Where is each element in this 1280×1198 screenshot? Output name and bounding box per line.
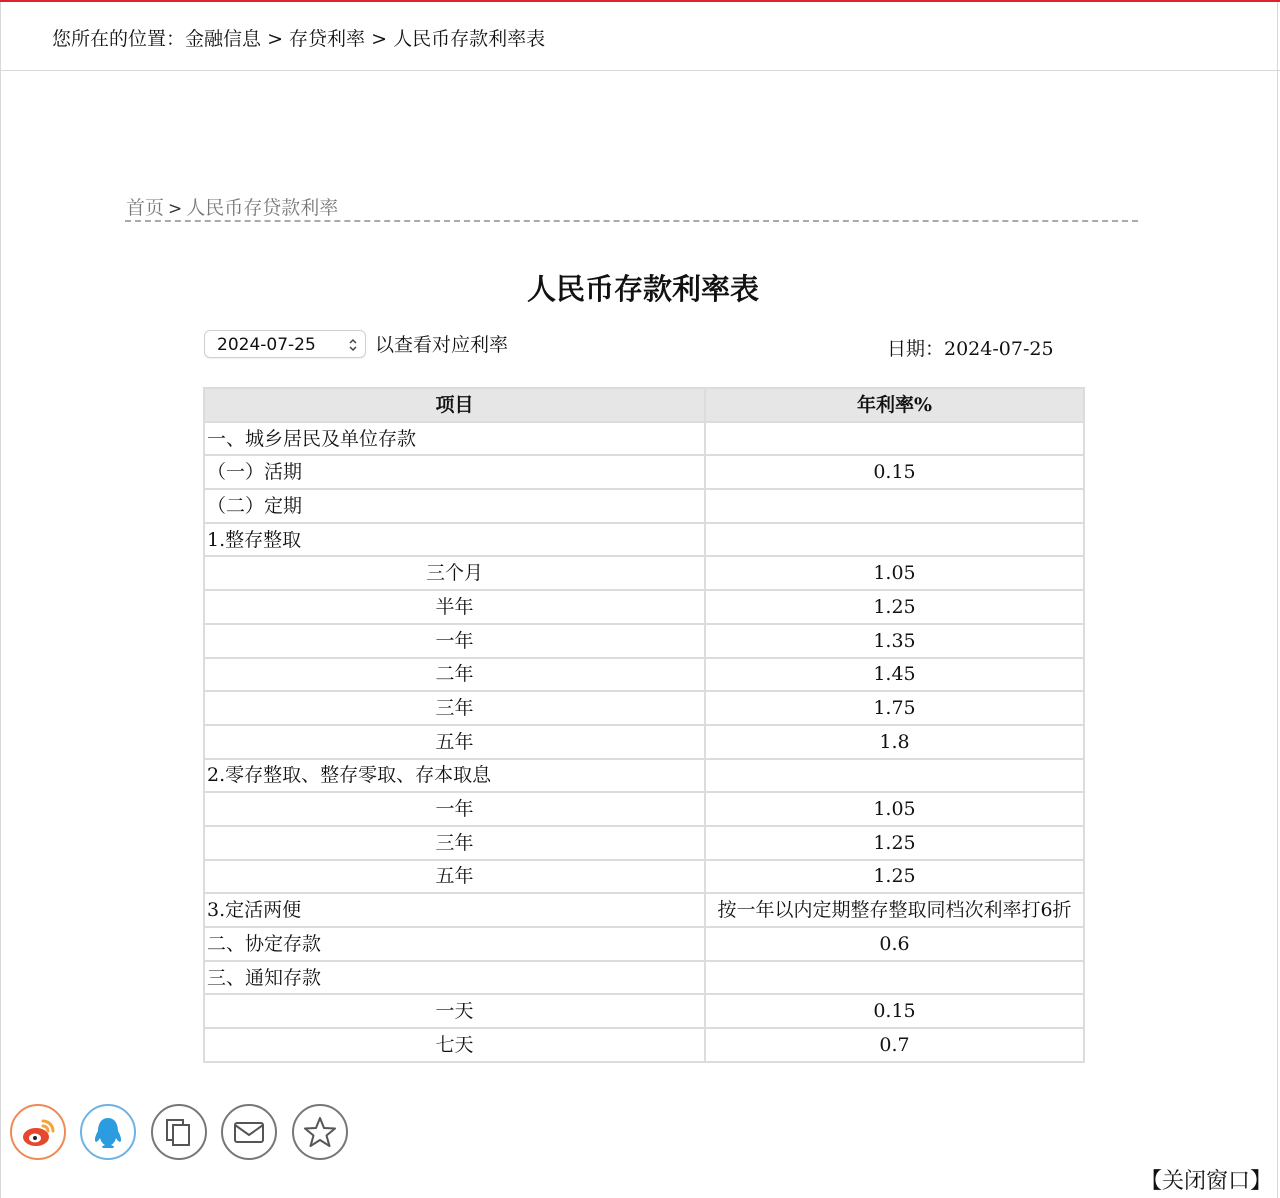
cell-rate <box>705 489 1084 523</box>
cell-item: 一、城乡居民及单位存款 <box>204 422 705 456</box>
copy-link-button[interactable] <box>151 1104 207 1160</box>
cell-rate: 0.6 <box>705 927 1084 961</box>
breadcrumb-current-link[interactable]: 人民币存贷款利率 <box>186 197 339 219</box>
chevron-updown-icon <box>347 335 359 355</box>
cell-item: （二）定期 <box>204 489 705 523</box>
table-row <box>204 893 1084 927</box>
breadcrumb <box>126 194 338 223</box>
favorite-button[interactable] <box>292 1104 348 1160</box>
cell-item: 三年 <box>204 826 705 860</box>
table-row <box>204 792 1084 826</box>
location-breadcrumb <box>52 25 545 53</box>
cell-rate <box>705 759 1084 793</box>
share-qq-button[interactable] <box>80 1104 136 1160</box>
cell-item: 一天 <box>204 994 705 1028</box>
table-row <box>204 759 1084 793</box>
cell-item: （一）活期 <box>204 455 705 489</box>
cell-rate: 0.15 <box>705 455 1084 489</box>
star-icon <box>294 1106 346 1158</box>
cell-rate: 1.25 <box>705 590 1084 624</box>
cell-rate: 1.8 <box>705 725 1084 759</box>
cell-rate: 1.25 <box>705 860 1084 894</box>
location-prefix: 您所在的位置： <box>52 28 186 50</box>
table-row <box>204 556 1084 590</box>
table-header-row <box>204 388 1084 422</box>
cell-item: 三个月 <box>204 556 705 590</box>
cell-item: 3.定活两便 <box>204 893 705 927</box>
cell-rate: 1.25 <box>705 826 1084 860</box>
table-row <box>204 624 1084 658</box>
rate-table <box>203 387 1085 1063</box>
qq-icon <box>82 1106 134 1158</box>
table-row <box>204 658 1084 692</box>
location-link-rates[interactable]: 存贷利率 <box>289 28 366 50</box>
location-link-finance[interactable]: 金融信息 <box>185 28 262 50</box>
table-row <box>204 523 1084 557</box>
cell-item: 一年 <box>204 792 705 826</box>
cell-rate: 0.15 <box>705 994 1084 1028</box>
column-header-item: 项目 <box>204 388 705 422</box>
date-select-value: 2024-07-25 <box>217 335 316 355</box>
cell-item: 二、协定存款 <box>204 927 705 961</box>
cell-item: 五年 <box>204 860 705 894</box>
cell-item: 一年 <box>204 624 705 658</box>
cell-rate: 1.05 <box>705 556 1084 590</box>
table-row <box>204 860 1084 894</box>
cell-item: 三、通知存款 <box>204 961 705 995</box>
date-select[interactable] <box>204 330 366 358</box>
cell-item: 五年 <box>204 725 705 759</box>
table-row <box>204 725 1084 759</box>
cell-item: 1.整存整取 <box>204 523 705 557</box>
select-hint: 以查看对应利率 <box>375 334 509 356</box>
table-row <box>204 422 1084 456</box>
cell-rate: 0.7 <box>705 1028 1084 1062</box>
share-mail-button[interactable] <box>221 1104 277 1160</box>
cell-rate: 1.75 <box>705 691 1084 725</box>
cell-item: 半年 <box>204 590 705 624</box>
page-title: 人民币存款利率表 <box>526 272 759 306</box>
location-current: 人民币存款利率表 <box>393 28 546 50</box>
location-bar <box>0 2 1280 71</box>
location-separator: > <box>267 28 283 50</box>
weibo-icon <box>12 1106 64 1158</box>
table-row <box>204 994 1084 1028</box>
share-weibo-button[interactable] <box>10 1104 66 1160</box>
rate-date: 日期：2024-07-25 <box>887 338 1054 360</box>
cell-item: 2.零存整取、整存零取、存本取息 <box>204 759 705 793</box>
close-window-link[interactable]: 【关闭窗口】 <box>1140 1169 1273 1194</box>
table-row <box>204 455 1084 489</box>
cell-rate: 1.35 <box>705 624 1084 658</box>
cell-item: 七天 <box>204 1028 705 1062</box>
breadcrumb-home-link[interactable]: 首页 <box>126 197 165 219</box>
copy-icon <box>153 1106 205 1158</box>
cell-rate <box>705 961 1084 995</box>
cell-rate <box>705 422 1084 456</box>
table-row <box>204 489 1084 523</box>
cell-rate <box>705 523 1084 557</box>
cell-rate: 按一年以内定期整存整取同档次利率打6折 <box>705 893 1084 927</box>
cell-item: 三年 <box>204 691 705 725</box>
column-header-rate: 年利率% <box>705 388 1084 422</box>
table-row <box>204 590 1084 624</box>
table-row <box>204 927 1084 961</box>
table-row <box>204 691 1084 725</box>
cell-rate: 1.05 <box>705 792 1084 826</box>
cell-item: 二年 <box>204 658 705 692</box>
mail-icon <box>223 1106 275 1158</box>
table-row <box>204 1028 1084 1062</box>
cell-rate: 1.45 <box>705 658 1084 692</box>
table-row <box>204 961 1084 995</box>
table-row <box>204 826 1084 860</box>
breadcrumb-separator: > <box>168 199 183 219</box>
breadcrumb-divider <box>125 220 1138 222</box>
location-separator: > <box>371 28 388 50</box>
